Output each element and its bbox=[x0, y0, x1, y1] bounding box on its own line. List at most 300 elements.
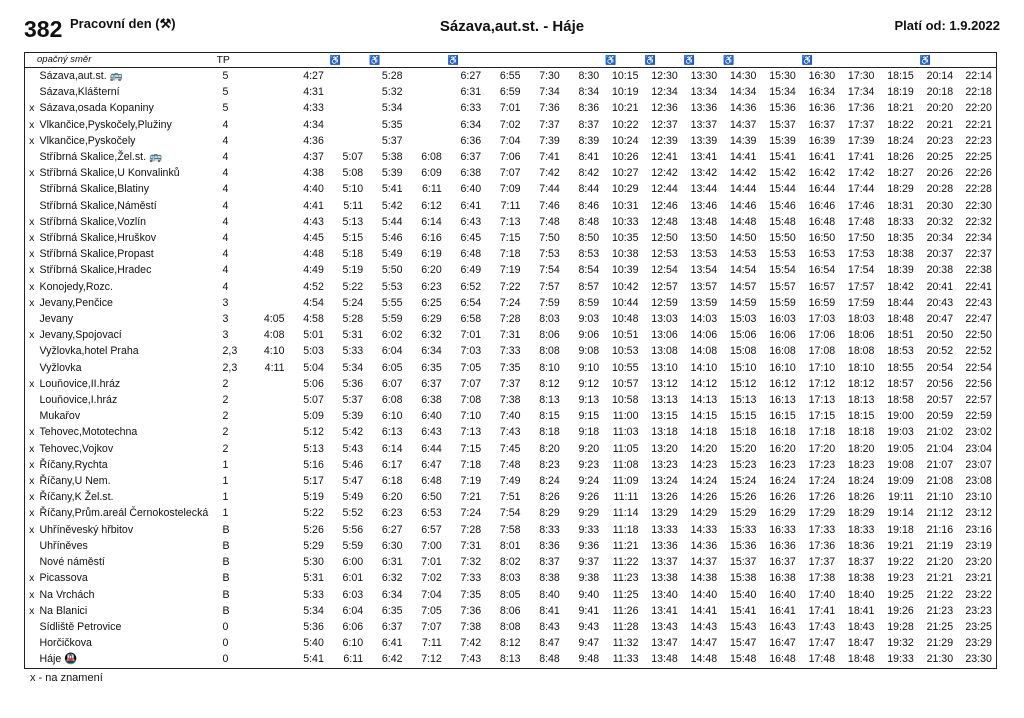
departure-time: 4:34 bbox=[303, 118, 324, 131]
request-stop-mark: x bbox=[29, 475, 35, 488]
departure-time: 4:48 bbox=[303, 248, 324, 261]
departure-time: 20:37 bbox=[926, 248, 954, 261]
tariff-zone: 1 bbox=[222, 491, 229, 504]
table-row bbox=[25, 489, 997, 505]
departure-time: 13:46 bbox=[690, 199, 718, 212]
departure-time: 15:57 bbox=[769, 280, 796, 293]
departure-time bbox=[253, 262, 289, 278]
departure-time: 20:32 bbox=[926, 215, 954, 228]
departure-time: 20:18 bbox=[926, 86, 954, 99]
departure-time: 16:26 bbox=[769, 491, 796, 504]
departure-time: 17:54 bbox=[847, 264, 875, 277]
wheelchair-icon: ♿ bbox=[369, 55, 381, 65]
departure-time: 17:48 bbox=[847, 215, 875, 228]
departure-time: 6:17 bbox=[381, 458, 403, 471]
departure-time: 6:44 bbox=[421, 442, 442, 455]
departure-time: 21:16 bbox=[926, 523, 954, 536]
departure-time: 18:22 bbox=[887, 118, 914, 131]
table-row bbox=[25, 181, 997, 197]
departure-time bbox=[328, 117, 367, 133]
departure-time: 7:02 bbox=[499, 118, 521, 131]
route-title: Sázava,aut.st. - Háje bbox=[439, 18, 585, 35]
table-row bbox=[25, 133, 997, 149]
stop-name: Háje 🚇 bbox=[39, 653, 78, 666]
departure-time: 14:39 bbox=[729, 134, 757, 147]
stop-name: Sázava,aut.st. 🚌 bbox=[39, 70, 123, 82]
departure-time: 18:06 bbox=[847, 329, 875, 342]
departure-time: 6:42 bbox=[381, 653, 403, 666]
request-stop-mark: x bbox=[29, 507, 35, 520]
departure-time: 17:37 bbox=[847, 118, 875, 131]
table-row bbox=[25, 473, 997, 489]
departure-time: 19:26 bbox=[887, 604, 914, 617]
departure-time: 7:43 bbox=[460, 653, 482, 666]
departure-time: 6:11 bbox=[421, 183, 442, 196]
departure-time: 14:53 bbox=[729, 248, 757, 261]
departure-time: 18:41 bbox=[847, 604, 875, 617]
departure-time: 5:39 bbox=[342, 410, 364, 423]
departure-time: 15:20 bbox=[729, 442, 757, 455]
departure-time: 4:10 bbox=[263, 345, 285, 358]
table-row bbox=[25, 538, 997, 554]
stop-name: Tehovec,Mototechna bbox=[39, 426, 138, 439]
departure-time: 18:03 bbox=[847, 313, 875, 326]
departure-time: 9:40 bbox=[578, 588, 600, 601]
departure-time: 17:06 bbox=[808, 329, 836, 342]
departure-time: 4:41 bbox=[303, 199, 324, 212]
departure-time: 9:15 bbox=[578, 410, 600, 423]
departure-time bbox=[407, 133, 446, 149]
departure-time: 8:36 bbox=[539, 539, 560, 552]
departure-time: 22:26 bbox=[965, 167, 992, 180]
departure-time: 9:06 bbox=[578, 329, 600, 342]
departure-time: 4:49 bbox=[303, 264, 324, 277]
departure-time: 10:51 bbox=[611, 329, 639, 342]
departure-time: 16:29 bbox=[769, 507, 796, 520]
departure-time: 18:48 bbox=[887, 313, 914, 326]
departure-time: 11:08 bbox=[612, 458, 639, 471]
trip-header-13 bbox=[721, 53, 760, 68]
stop-name: Louňovice,I.hráz bbox=[39, 394, 118, 407]
departure-time: 18:27 bbox=[887, 167, 914, 180]
departure-time: 5:53 bbox=[381, 280, 403, 293]
departure-time: 12:42 bbox=[651, 167, 678, 180]
departure-time: 6:00 bbox=[342, 556, 364, 569]
tariff-zone: B bbox=[222, 572, 230, 585]
departure-time: 8:01 bbox=[499, 539, 521, 552]
departure-time: 14:13 bbox=[690, 394, 718, 407]
departure-time: 5:10 bbox=[342, 183, 364, 196]
departure-time: 15:37 bbox=[769, 118, 796, 131]
departure-time: 17:10 bbox=[808, 361, 836, 374]
departure-time: 18:13 bbox=[847, 394, 875, 407]
departure-time: 19:21 bbox=[887, 539, 914, 552]
departure-time: 5:09 bbox=[303, 410, 324, 423]
request-stop-mark: x bbox=[29, 377, 35, 390]
table-row bbox=[25, 651, 997, 668]
departure-time: 14:23 bbox=[690, 458, 718, 471]
table-row bbox=[25, 570, 997, 586]
departure-time: 6:41 bbox=[460, 199, 482, 212]
departure-time bbox=[253, 489, 289, 505]
departure-time: 8:26 bbox=[539, 491, 560, 504]
departure-time: 14:33 bbox=[690, 523, 718, 536]
departure-time: 17:37 bbox=[808, 556, 836, 569]
departure-time: 22:14 bbox=[965, 70, 992, 82]
tariff-zone: 0 bbox=[222, 637, 229, 650]
departure-time: 16:13 bbox=[769, 394, 796, 407]
departure-time: 16:46 bbox=[808, 199, 836, 212]
departure-time: 7:43 bbox=[499, 426, 521, 439]
departure-time: 10:26 bbox=[611, 151, 639, 164]
departure-time: 5:36 bbox=[342, 377, 364, 390]
departure-time: 17:38 bbox=[808, 572, 836, 585]
departure-time: 11:33 bbox=[612, 653, 639, 666]
departure-time: 22:57 bbox=[965, 394, 992, 407]
tariff-zone: 4 bbox=[222, 264, 229, 277]
stop-name: Říčany,Prům.areál Černokostelecká bbox=[39, 507, 209, 520]
departure-time: 20:30 bbox=[926, 199, 954, 212]
departure-time: 13:15 bbox=[651, 410, 678, 423]
request-stop-mark: x bbox=[29, 248, 35, 261]
tariff-zone: 4 bbox=[222, 167, 229, 180]
departure-time: 14:36 bbox=[690, 539, 718, 552]
departure-time: 12:50 bbox=[651, 232, 678, 245]
departure-time: 15:37 bbox=[729, 556, 757, 569]
departure-time: 15:34 bbox=[769, 86, 796, 99]
departure-time: 16:53 bbox=[808, 248, 836, 261]
departure-time: 5:33 bbox=[303, 588, 324, 601]
departure-time: 18:37 bbox=[847, 556, 875, 569]
departure-time: 16:12 bbox=[769, 377, 796, 390]
departure-time: 17:48 bbox=[808, 653, 836, 666]
departure-time: 14:24 bbox=[690, 475, 718, 488]
tariff-zone: 4 bbox=[222, 215, 229, 228]
request-stop-mark: x bbox=[29, 604, 35, 617]
table-row bbox=[25, 327, 997, 343]
departure-time: 18:19 bbox=[887, 86, 914, 99]
departure-time: 8:24 bbox=[539, 475, 560, 488]
departure-time: 7:31 bbox=[460, 539, 482, 552]
departure-time: 7:06 bbox=[499, 151, 521, 164]
departure-time: 8:44 bbox=[578, 183, 600, 196]
departure-time: 14:44 bbox=[729, 183, 757, 196]
departure-time: 13:59 bbox=[690, 296, 718, 309]
departure-time: 22:21 bbox=[965, 118, 992, 131]
departure-time: 5:04 bbox=[303, 361, 324, 374]
departure-time: 9:24 bbox=[578, 475, 600, 488]
table-row bbox=[25, 424, 997, 440]
departure-time: 21:04 bbox=[926, 442, 954, 455]
departure-time: 6:45 bbox=[460, 232, 482, 245]
trip-header-5 bbox=[407, 53, 446, 68]
tariff-zone: 5 bbox=[222, 86, 229, 99]
departure-time: 15:33 bbox=[729, 523, 757, 536]
departure-time: 15:59 bbox=[769, 296, 796, 309]
footnote: x - na znamení bbox=[30, 672, 103, 684]
departure-time: 23:30 bbox=[965, 653, 992, 666]
departure-time: 6:09 bbox=[421, 167, 442, 180]
table-row bbox=[25, 360, 997, 376]
tariff-zone: 4 bbox=[222, 248, 229, 261]
departure-time: 13:29 bbox=[651, 507, 678, 520]
departure-time: 7:07 bbox=[460, 377, 482, 390]
departure-time: 6:37 bbox=[460, 151, 482, 164]
departure-time: 14:38 bbox=[690, 572, 718, 585]
departure-time: 8:43 bbox=[539, 620, 560, 633]
departure-time: 21:29 bbox=[926, 637, 954, 650]
departure-time: 16:38 bbox=[769, 572, 796, 585]
departure-time: 6:02 bbox=[381, 329, 403, 342]
departure-time: 8:12 bbox=[539, 377, 560, 390]
departure-time: 11:26 bbox=[612, 604, 639, 617]
departure-time: 7:59 bbox=[539, 296, 560, 309]
departure-time: 13:40 bbox=[651, 588, 678, 601]
departure-time: 13:34 bbox=[690, 86, 718, 99]
departure-time: 7:50 bbox=[539, 232, 560, 245]
stop-name: Stříbrná Skalice,Hradec bbox=[39, 264, 152, 277]
departure-time bbox=[253, 505, 289, 521]
departure-time: 12:39 bbox=[651, 134, 678, 147]
departure-time bbox=[407, 84, 446, 100]
departure-time: 10:53 bbox=[611, 345, 639, 358]
tp-header: TP bbox=[216, 54, 230, 66]
departure-time: 6:20 bbox=[381, 491, 403, 504]
departure-time bbox=[253, 587, 289, 603]
trip-header-6 bbox=[446, 53, 485, 68]
departure-time: 8:42 bbox=[578, 167, 600, 180]
departure-time: 8:29 bbox=[539, 507, 560, 520]
departure-time: 12:44 bbox=[651, 183, 678, 196]
departure-time: 5:13 bbox=[303, 442, 324, 455]
departure-time: 8:37 bbox=[539, 556, 560, 569]
departure-time: 5:41 bbox=[303, 653, 324, 666]
departure-time: 7:54 bbox=[499, 507, 521, 520]
request-stop-mark: x bbox=[29, 167, 35, 180]
departure-time: 11:11 bbox=[613, 491, 639, 504]
departure-time: 13:47 bbox=[651, 637, 678, 650]
tariff-zone: 5 bbox=[222, 70, 229, 82]
departure-time: 19:22 bbox=[887, 556, 914, 569]
direction-label[interactable]: opačný směr bbox=[37, 54, 92, 65]
departure-time bbox=[253, 441, 289, 457]
departure-time: 14:41 bbox=[729, 151, 757, 164]
departure-time: 13:03 bbox=[651, 313, 678, 326]
departure-time: 15:30 bbox=[769, 70, 796, 82]
request-stop-mark bbox=[25, 311, 39, 327]
departure-time: 7:11 bbox=[421, 637, 442, 650]
departure-time: 11:25 bbox=[612, 588, 639, 601]
departure-time: 23:19 bbox=[965, 539, 992, 552]
departure-time: 6:53 bbox=[421, 507, 442, 520]
departure-time: 5:32 bbox=[381, 86, 403, 99]
departure-time: 15:54 bbox=[769, 264, 796, 277]
departure-time: 20:43 bbox=[926, 296, 954, 309]
departure-time: 22:32 bbox=[965, 215, 992, 228]
departure-time: 7:13 bbox=[499, 215, 521, 228]
departure-time: 4:05 bbox=[263, 313, 285, 326]
departure-time: 6:54 bbox=[460, 296, 482, 309]
request-stop-mark bbox=[25, 651, 39, 668]
departure-time: 12:48 bbox=[651, 215, 678, 228]
departure-time: 6:10 bbox=[381, 410, 403, 423]
departure-time: 22:25 bbox=[965, 151, 992, 164]
departure-time: 13:41 bbox=[690, 151, 718, 164]
departure-time: 21:02 bbox=[926, 426, 954, 439]
tariff-zone: 0 bbox=[222, 653, 229, 666]
departure-time: 7:45 bbox=[499, 442, 521, 455]
departure-time bbox=[253, 408, 289, 424]
departure-time bbox=[253, 133, 289, 149]
departure-time: 16:42 bbox=[808, 167, 836, 180]
departure-time: 16:33 bbox=[769, 523, 796, 536]
departure-time: 5:22 bbox=[303, 507, 324, 520]
departure-time: 15:12 bbox=[729, 377, 757, 390]
departure-time: 6:08 bbox=[421, 151, 442, 164]
departure-time: 7:00 bbox=[421, 539, 442, 552]
trip-header-15 bbox=[800, 53, 839, 68]
stop-name: Louňovice,II.hráz bbox=[39, 377, 121, 390]
departure-time: 16:20 bbox=[769, 442, 796, 455]
departure-time: 13:43 bbox=[651, 620, 678, 633]
departure-time: 13:50 bbox=[690, 232, 718, 245]
table-row bbox=[25, 457, 997, 473]
departure-time: 20:34 bbox=[926, 232, 954, 245]
departure-time: 10:35 bbox=[611, 232, 639, 245]
departure-time bbox=[253, 117, 289, 133]
departure-time: 8:34 bbox=[578, 86, 600, 99]
departure-time: 14:08 bbox=[690, 345, 718, 358]
stop-name: Sídliště Petrovice bbox=[39, 620, 122, 633]
table-row bbox=[25, 84, 997, 100]
stop-name: Nové náměstí bbox=[39, 556, 105, 569]
departure-time: 18:20 bbox=[847, 442, 875, 455]
departure-time: 11:00 bbox=[612, 410, 639, 423]
departure-time: 7:28 bbox=[499, 313, 521, 326]
departure-time: 7:48 bbox=[499, 458, 521, 471]
departure-time: 10:15 bbox=[611, 70, 639, 82]
trip-header-18 bbox=[918, 53, 957, 68]
departure-time: 7:38 bbox=[499, 394, 521, 407]
departure-time: 5:08 bbox=[342, 167, 364, 180]
departure-time: 5:18 bbox=[342, 248, 364, 261]
departure-time: 7:24 bbox=[499, 296, 521, 309]
departure-time: 4:52 bbox=[303, 280, 324, 293]
departure-time: 11:32 bbox=[612, 637, 639, 650]
departure-time: 7:11 bbox=[500, 199, 521, 212]
departure-time: 5:31 bbox=[303, 572, 324, 585]
departure-time: 6:40 bbox=[421, 410, 442, 423]
departure-time: 5:30 bbox=[303, 556, 324, 569]
departure-time: 5:31 bbox=[342, 329, 364, 342]
departure-time: 10:19 bbox=[611, 86, 639, 99]
departure-time: 5:34 bbox=[381, 102, 403, 115]
table-row bbox=[25, 295, 997, 311]
departure-time: 8:03 bbox=[499, 572, 521, 585]
departure-time: 8:23 bbox=[539, 458, 560, 471]
request-stop-mark: x bbox=[29, 572, 35, 585]
departure-time: 9:37 bbox=[578, 556, 600, 569]
departure-time: 5:52 bbox=[342, 507, 364, 520]
tariff-zone: 2 bbox=[222, 442, 229, 455]
departure-time: 5:49 bbox=[381, 248, 403, 261]
departure-time: 10:27 bbox=[611, 167, 639, 180]
departure-time: 18:33 bbox=[887, 215, 914, 228]
table-row bbox=[25, 246, 997, 262]
departure-time: 5:46 bbox=[342, 458, 364, 471]
departure-time: 14:18 bbox=[690, 426, 718, 439]
day-type: Pracovní den (⚒) bbox=[70, 16, 176, 31]
departure-time: 6:47 bbox=[421, 458, 442, 471]
departure-time: 7:39 bbox=[539, 134, 560, 147]
departure-time: 7:37 bbox=[499, 377, 521, 390]
tariff-zone: 4 bbox=[222, 118, 229, 131]
departure-time: 7:53 bbox=[539, 248, 560, 261]
tariff-zone: 4 bbox=[222, 151, 229, 164]
request-stop-mark bbox=[25, 408, 39, 424]
departure-time: 5:29 bbox=[303, 539, 324, 552]
stop-name: Stříbrná Skalice,Žel.st. 🚌 bbox=[39, 151, 163, 164]
departure-time: 5:17 bbox=[303, 475, 324, 488]
departure-time: 8:54 bbox=[578, 264, 600, 277]
departure-time: 7:34 bbox=[539, 86, 560, 99]
wheelchair-icon: ♿ bbox=[329, 55, 342, 65]
table-row bbox=[25, 198, 997, 214]
departure-time: 14:15 bbox=[690, 410, 718, 423]
departure-time: 14:50 bbox=[729, 232, 757, 245]
departure-time: 12:41 bbox=[651, 151, 678, 164]
departure-time: 23:29 bbox=[965, 637, 992, 650]
departure-time: 5:34 bbox=[342, 361, 364, 374]
departure-time: 10:31 bbox=[611, 199, 639, 212]
departure-time: 6:59 bbox=[499, 86, 521, 99]
stop-name: Vyžlovka,hotel Praha bbox=[39, 345, 139, 358]
departure-time: 19:05 bbox=[887, 442, 914, 455]
departure-time: 9:47 bbox=[578, 637, 600, 650]
departure-time: 7:01 bbox=[421, 556, 442, 569]
trip-header-12 bbox=[682, 53, 721, 68]
timetable-body bbox=[25, 68, 997, 669]
departure-time: 7:42 bbox=[460, 637, 482, 650]
departure-time: 8:12 bbox=[499, 637, 521, 650]
departure-time: 22:30 bbox=[965, 199, 992, 212]
departure-time: 6:37 bbox=[421, 377, 442, 390]
departure-time: 9:48 bbox=[578, 653, 600, 666]
line-number: 382 bbox=[24, 16, 63, 42]
request-stop-mark: x bbox=[29, 215, 35, 228]
wheelchair-icon: ♿ bbox=[723, 55, 735, 65]
departure-time: 6:32 bbox=[421, 329, 442, 342]
departure-time: 21:12 bbox=[926, 507, 954, 520]
tariff-zone: 3 bbox=[222, 296, 229, 309]
departure-time: 14:03 bbox=[690, 313, 718, 326]
departure-time: 20:41 bbox=[926, 280, 954, 293]
departure-time bbox=[253, 457, 289, 473]
departure-time: 8:08 bbox=[499, 620, 521, 633]
tariff-zone: 3 bbox=[222, 313, 229, 326]
departure-time: 5:59 bbox=[342, 539, 364, 552]
departure-time: 5:34 bbox=[303, 604, 324, 617]
stop-name: Říčany,K Žel.st. bbox=[39, 491, 114, 504]
departure-time: 5:16 bbox=[303, 458, 324, 471]
departure-time: 17:08 bbox=[808, 345, 836, 358]
request-stop-mark bbox=[25, 181, 39, 197]
departure-time: 19:32 bbox=[887, 637, 914, 650]
departure-time: 17:40 bbox=[808, 588, 836, 601]
departure-time: 23:25 bbox=[965, 620, 992, 633]
departure-time: 8:59 bbox=[578, 296, 600, 309]
departure-time: 12:59 bbox=[651, 296, 678, 309]
